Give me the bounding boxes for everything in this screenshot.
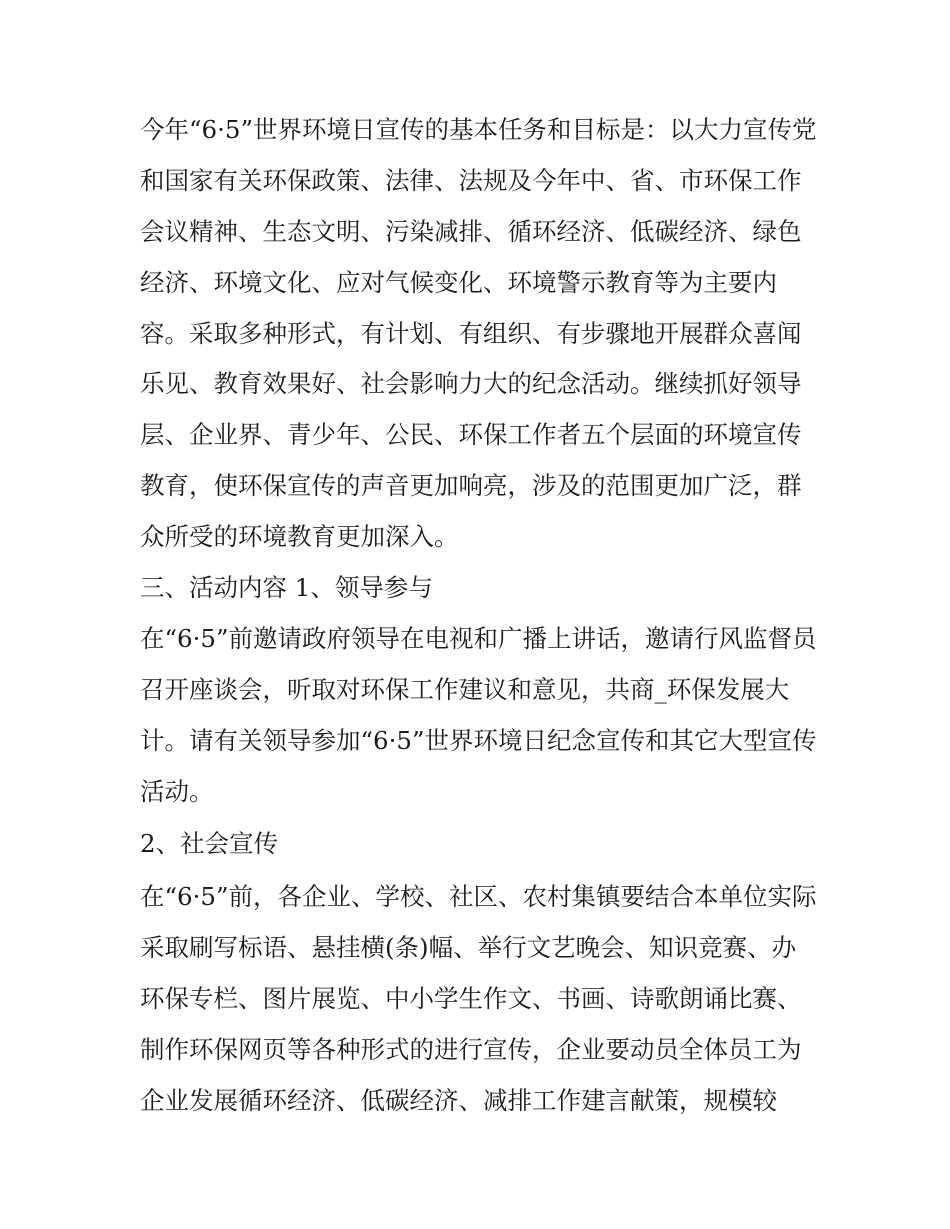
paragraph-line: 环保专栏、图片展览、中小学生作文、书画、诗歌朗诵比赛、 bbox=[140, 984, 802, 1014]
section-heading: 三、活动内容 1、领导参与 bbox=[140, 573, 433, 603]
paragraph-line: 今年“6·5”世界环境日宣传的基本任务和目标是：以大力宣传党 bbox=[140, 115, 817, 144]
paragraph-line: 众所受的环境教育更加深入。 bbox=[140, 522, 459, 552]
paragraph-line: 采取刷写标语、悬挂横(条)幅、举行文艺晚会、知识竞赛、办 bbox=[140, 933, 797, 963]
paragraph-line: 制作环保网页等各种形式的进行宣传，企业要动员全体员工为 bbox=[140, 1035, 802, 1065]
paragraph-line: 活动。 bbox=[140, 776, 214, 806]
paragraph-line: 在“6·5”前邀请政府领导在电视和广播上讲话，邀请行风监督员 bbox=[140, 623, 817, 653]
subsection-heading: 2、社会宣传 bbox=[140, 829, 279, 859]
paragraph-line: 在“6·5”前，各企业、学校、社区、农村集镇要结合本单位实际 bbox=[140, 882, 817, 912]
paragraph-line: 会议精神、生态文明、污染减排、循环经济、低碳经济、绿色 bbox=[140, 216, 802, 246]
paragraph-line: 召开座谈会，听取对环保工作建议和意见，共商_环保发展大 bbox=[140, 674, 790, 704]
paragraph-line: 计。请有关领导参加“6·5”世界环境日纪念宣传和其它大型宣传 bbox=[140, 725, 817, 755]
paragraph-line: 企业发展循环经济、低碳经济、减排工作建言献策，规模较 bbox=[140, 1085, 777, 1115]
document-body bbox=[140, 105, 820, 1127]
paragraph-line: 乐见、教育效果好、社会影响力大的纪念活动。继续抓好领导 bbox=[140, 369, 802, 399]
paragraph-line: 和国家有关环保政策、法律、法规及今年中、省、市环保工作 bbox=[140, 165, 802, 195]
paragraph-line: 经济、环境文化、应对气候变化、环境警示教育等为主要内 bbox=[140, 267, 777, 297]
paragraph-line: 层、企业界、青少年、公民、环保工作者五个层面的环境宣传 bbox=[140, 420, 802, 450]
paragraph-line: 容。采取多种形式，有计划、有组织、有步骤地开展群众喜闻 bbox=[140, 318, 802, 348]
paragraph-line: 教育，使环保宣传的声音更加响亮，涉及的范围更加广泛，群 bbox=[140, 471, 802, 501]
